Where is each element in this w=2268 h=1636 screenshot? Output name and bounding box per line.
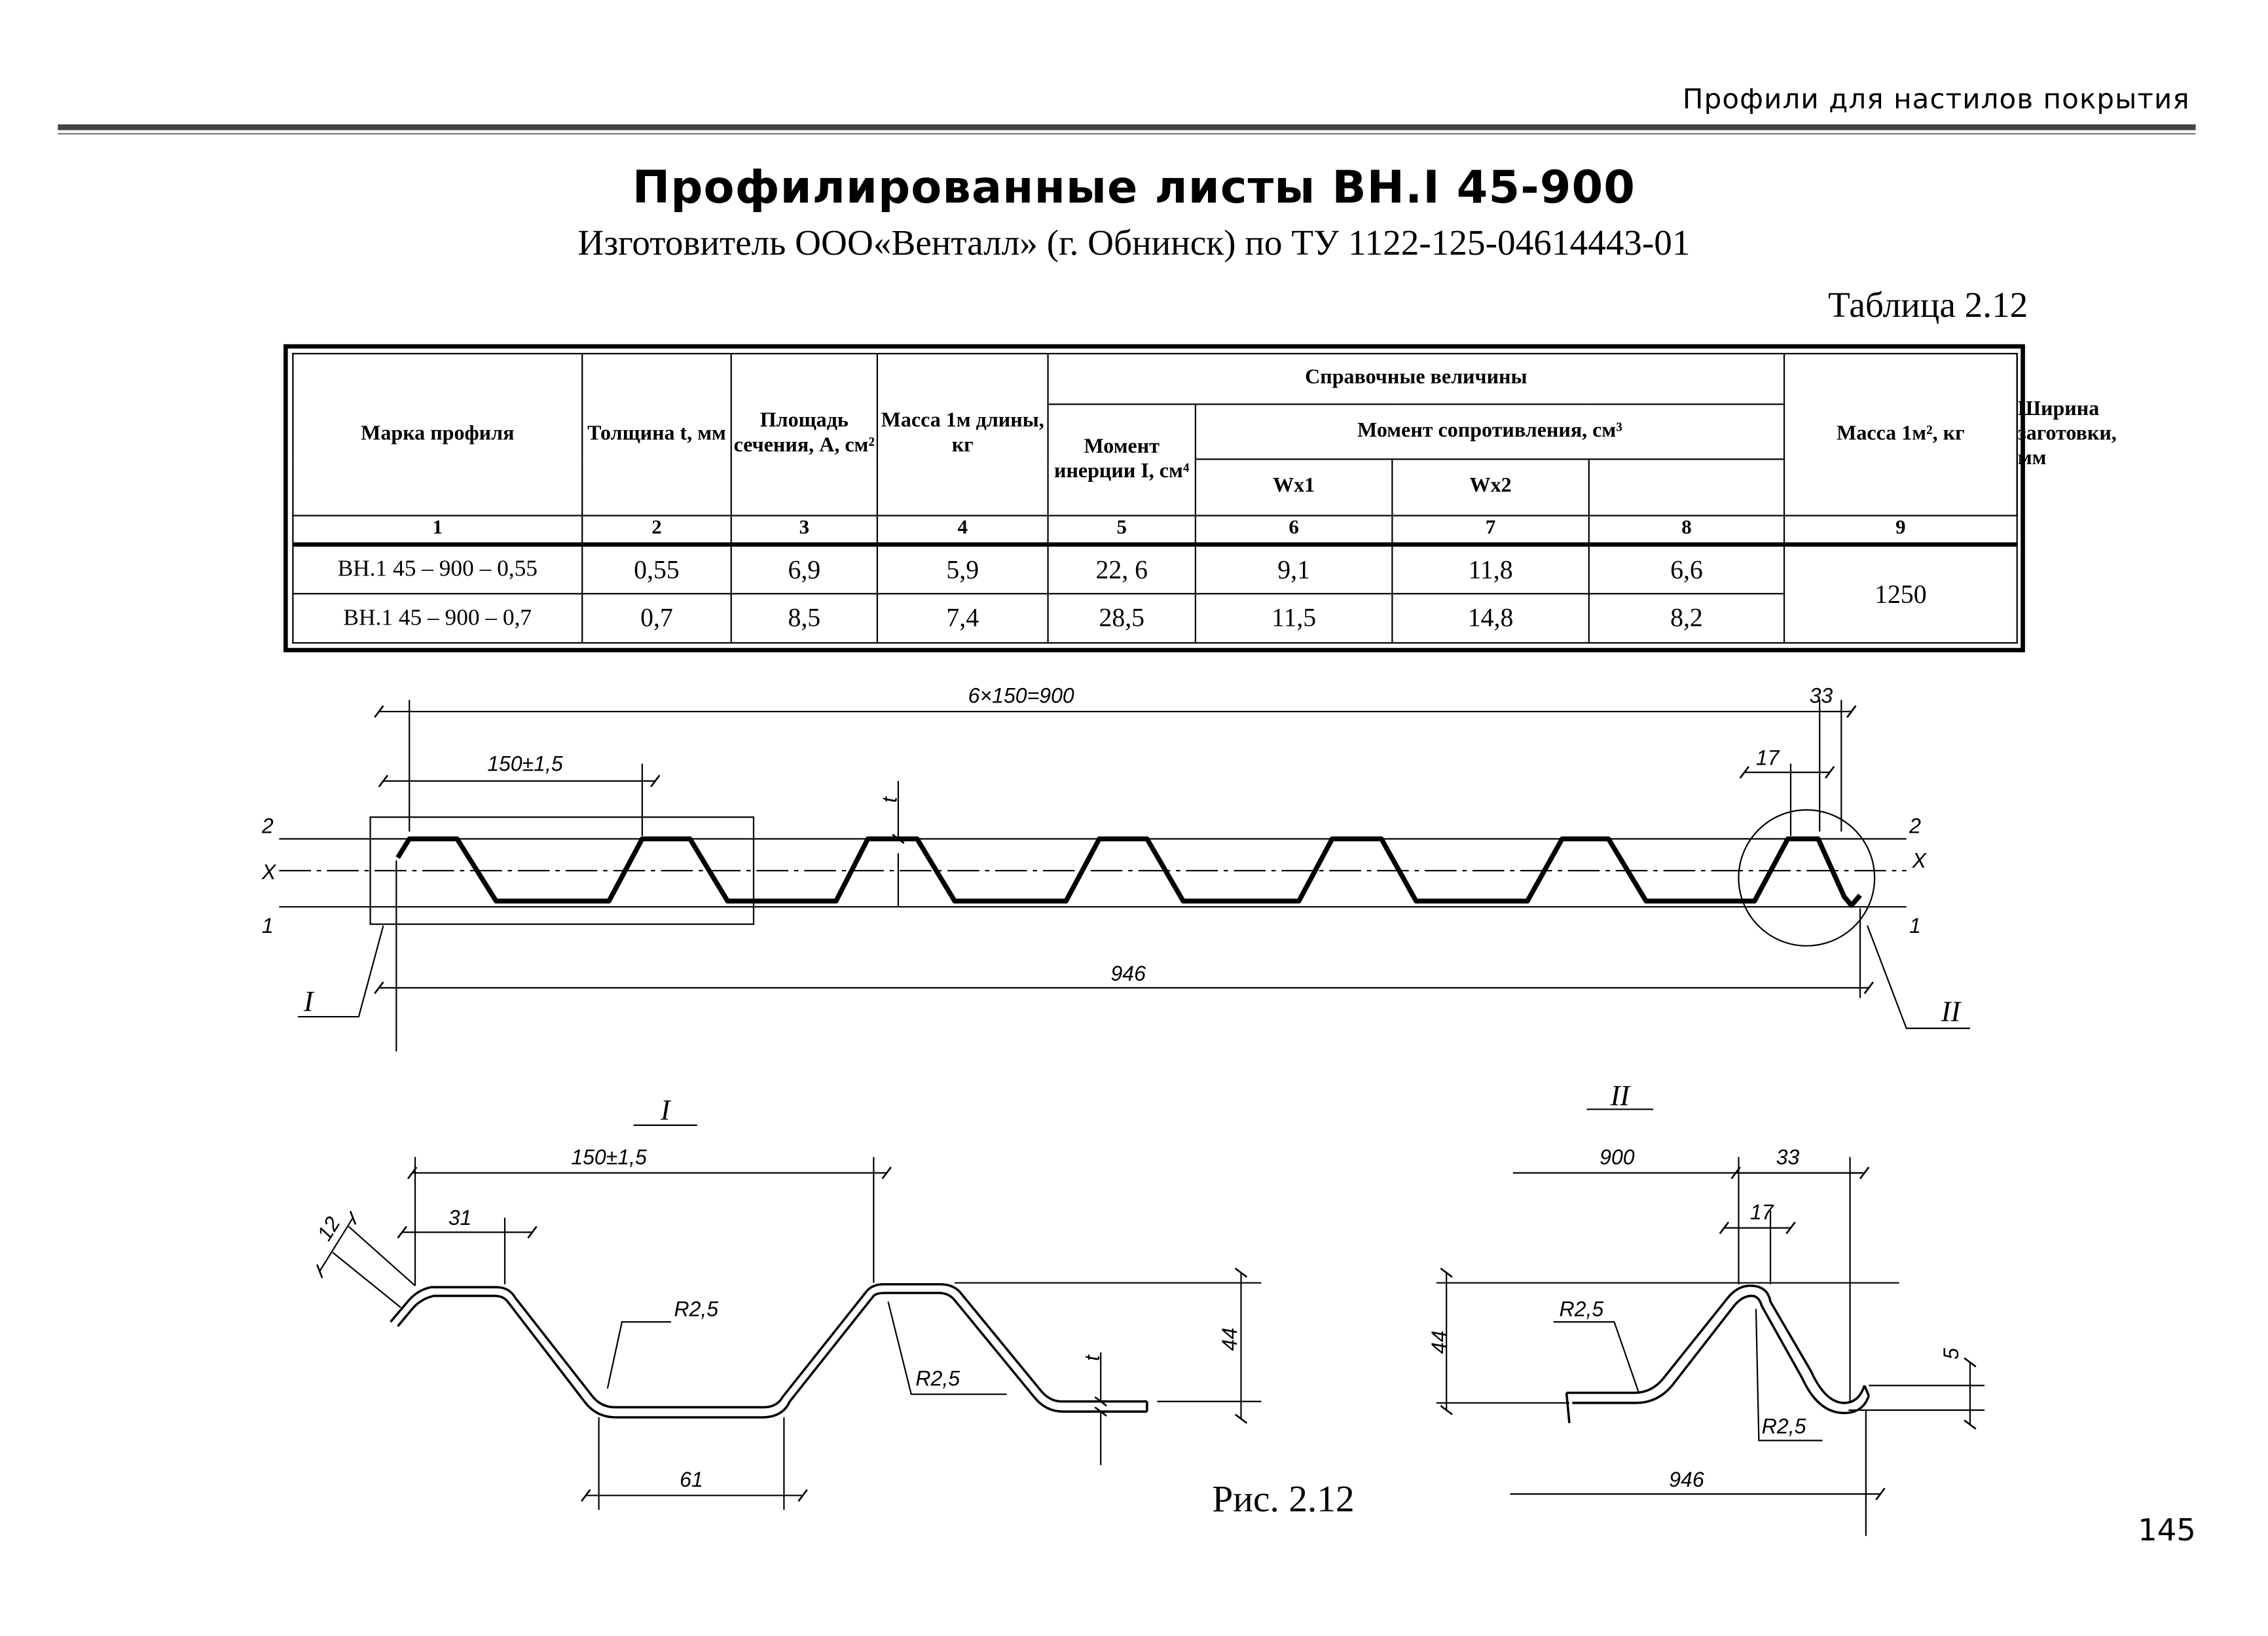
- detail-II-circle: [1738, 810, 1875, 946]
- axis-label-x-right: X: [1912, 848, 1926, 873]
- profile-line: [398, 839, 1861, 905]
- cell-wx2: 11,8: [1392, 545, 1588, 594]
- cell-inertia: 22, 6: [1048, 545, 1196, 594]
- dim-label-150: 150±1,5: [487, 752, 563, 776]
- page-title: Профилированные листы ВН.I 45-900: [632, 162, 1636, 214]
- detail-II-inner: [1572, 1296, 1869, 1413]
- cell-mark: ВН.1 45 – 900 – 0,55: [293, 545, 582, 594]
- cell-mass-1m2: 8,2: [1589, 594, 1784, 643]
- dim-label-5: 5: [1939, 1347, 1964, 1360]
- detail-II-outer: [1567, 1286, 1865, 1403]
- cell-thickness: 0,55: [582, 545, 731, 594]
- properties-table: Марка профиля Толщина t, мм Площадь сечения, А, см² Масса 1м длины, кг Справочные величины Масса 1м², кг Ширина заготовки, мм Момент инерции I, см⁴ Момент сопротивления, см³ Wx1 Wx2 1 2 3 4 5 6 7 8 9 ВН.1 45 – 900 – 0,55 0,55 6,9 5,9 22, 6 9,1 11,8 6,6 1250 ВН.1 45 – 900 – 0,7 0,7 8,5 7,4 28,5 11,5 14,8 8,2: [292, 353, 2018, 644]
- detail-II-title: II: [1610, 1079, 1630, 1112]
- column-number: 1: [293, 515, 582, 545]
- cell-mass-1m2: 6,6: [1589, 545, 1784, 594]
- cell-inertia: 28,5: [1048, 594, 1196, 643]
- dim-label-900: 6×150=900: [968, 683, 1074, 708]
- column-number: 5: [1048, 515, 1196, 545]
- header-wx2: Wx2: [1392, 459, 1588, 515]
- dim-label-17: 17: [1749, 1200, 1774, 1224]
- column-number: 7: [1392, 515, 1588, 545]
- dim-label-t: t: [877, 797, 902, 803]
- header-area: Площадь сечения, А, см²: [731, 354, 877, 515]
- dim-label-17: 17: [1755, 746, 1780, 770]
- dim-label-946: 946: [1669, 1468, 1704, 1492]
- dim-label-44: 44: [1217, 1327, 1241, 1351]
- dim-label-t: t: [1080, 1354, 1104, 1361]
- page-number: 145: [2138, 1512, 2196, 1548]
- section-header: Профили для настилов покрытия: [1682, 84, 2190, 116]
- column-number: 8: [1589, 515, 1784, 545]
- dim-label-150: 150±1,5: [571, 1145, 647, 1169]
- header-inertia: Момент инерции I, см⁴: [1048, 404, 1196, 515]
- header-thickness: Толщина t, мм: [582, 354, 731, 515]
- main-profile-labels: [261, 684, 1962, 1028]
- cell-mass-1m: 5,9: [877, 545, 1048, 594]
- detail-I-title: I: [660, 1093, 670, 1126]
- column-number: 2: [582, 515, 731, 545]
- radius-label-2: R2,5: [1761, 1414, 1806, 1438]
- dim-label-33: 33: [1809, 683, 1833, 708]
- header-wx1: Wx1: [1196, 459, 1392, 515]
- dim-label-900: 900: [1600, 1145, 1635, 1169]
- table-number: Таблица 2.12: [1828, 286, 2028, 326]
- header-mass-1m2: Масса 1м², кг: [1784, 354, 2017, 515]
- axis-label-1-right: 1: [1909, 913, 1921, 937]
- cell-wx2: 14,8: [1392, 594, 1588, 643]
- column-number: 4: [877, 515, 1048, 545]
- detail-I-outer: [390, 1284, 1146, 1408]
- detail-II-view: [1436, 1109, 1985, 1536]
- detail-I-labels: [312, 1094, 1241, 1491]
- radius-label-1: R2,5: [674, 1297, 719, 1321]
- header-resistance-group: Момент сопротивления, см³: [1196, 404, 1784, 459]
- header-mass-1m: Масса 1м длины, кг: [877, 354, 1048, 515]
- axis-label-1-left: 1: [261, 913, 274, 937]
- cell-mass-1m: 7,4: [877, 594, 1048, 643]
- dim-label-44: 44: [1427, 1330, 1452, 1354]
- page-subtitle: Изготовитель ООО«Венталл» (г. Обнинск) по ТУ 1122-125-04614443-01: [577, 224, 1691, 264]
- figure-caption: Рис. 2.12: [1212, 1478, 1355, 1520]
- detail-II-labels: [1427, 1080, 1963, 1491]
- cell-wx1: 11,5: [1196, 594, 1392, 643]
- dim-label-946: 946: [1110, 961, 1146, 985]
- axis-label-2-left: 2: [261, 814, 274, 838]
- cell-wx1: 9,1: [1196, 545, 1392, 594]
- column-number: 9: [1784, 515, 2017, 545]
- axis-label-2-right: 2: [1909, 814, 1921, 838]
- detail-I-view: [320, 1125, 1261, 1510]
- cell-mark: ВН.1 45 – 900 – 0,7: [293, 594, 582, 643]
- header-mark: Марка профиля: [293, 354, 582, 515]
- dim-label-12: 12: [312, 1212, 345, 1245]
- column-number: 3: [731, 515, 877, 545]
- leader-r1: [1554, 1322, 1639, 1392]
- callout-label-II: II: [1941, 995, 1961, 1028]
- dim-label-33: 33: [1776, 1145, 1800, 1169]
- cell-area: 8,5: [731, 594, 877, 643]
- cell-area: 6,9: [731, 545, 877, 594]
- dim-label-31: 31: [448, 1206, 472, 1230]
- header-reference-group: Справочные величины: [1048, 354, 1784, 404]
- detail-I-inner: [398, 1293, 1147, 1417]
- radius-label-2: R2,5: [915, 1366, 960, 1391]
- cell-thickness: 0,7: [582, 594, 731, 643]
- radius-label-1: R2,5: [1559, 1297, 1604, 1321]
- leader-r1: [608, 1322, 671, 1389]
- axis-label-x-left: X: [261, 860, 276, 884]
- column-number: 6: [1196, 515, 1392, 545]
- callout-label-I: I: [303, 985, 314, 1018]
- cell-blank-width: 1250: [1784, 545, 2017, 643]
- dim-label-61: 61: [680, 1468, 703, 1492]
